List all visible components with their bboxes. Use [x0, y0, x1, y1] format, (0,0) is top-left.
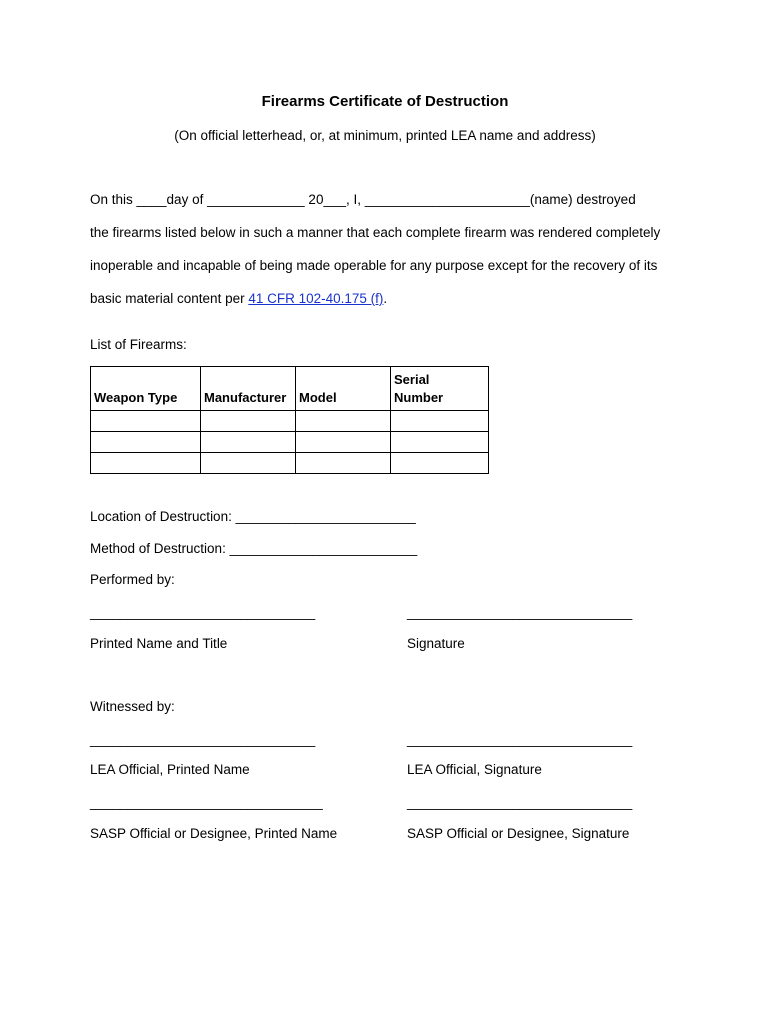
table-cell[interactable] — [201, 432, 296, 453]
header-manufacturer: Manufacturer — [201, 367, 296, 411]
table-row — [91, 432, 489, 453]
performed-name-line: ______________________________ — [90, 605, 316, 620]
sasp-signature-line: ______________________________ — [407, 795, 633, 810]
paragraph-line-2: the firearms listed below in such a manner that each complete firearm was rendered completely — [90, 225, 661, 240]
table-cell[interactable] — [391, 411, 489, 432]
sasp-signature-label: SASP Official or Designee, Signature — [407, 826, 630, 841]
cfr-link[interactable]: 41 CFR 102-40.175 (f) — [248, 291, 384, 306]
paragraph-line-4-suffix: . — [383, 291, 388, 306]
document-title: Firearms Certificate of Destruction — [261, 93, 509, 110]
lea-signature-label: LEA Official, Signature — [407, 762, 542, 777]
lea-printed-name-label: LEA Official, Printed Name — [90, 762, 250, 777]
document-subtitle: (On official letterhead, or, at minimum, printed LEA name and address) — [174, 128, 596, 143]
method-of-destruction: Method of Destruction: _________________________ — [90, 541, 418, 556]
printed-name-and-title-label: Printed Name and Title — [90, 636, 228, 651]
sasp-printed-name-label: SASP Official or Designee, Printed Name — [90, 826, 338, 841]
signature-label: Signature — [407, 636, 465, 651]
performed-by-label: Performed by: — [90, 572, 175, 587]
lea-signature-line: ______________________________ — [407, 732, 633, 747]
table-cell[interactable] — [91, 432, 201, 453]
lea-name-line: ______________________________ — [90, 732, 316, 747]
paragraph-line-3: inoperable and incapable of being made operable for any purpose except for the recovery of its — [90, 258, 658, 273]
paragraph-line-1: On this ____day of _____________ 20___, I, ______________________(name) destroyed — [90, 192, 636, 207]
sasp-name-line: _______________________________ — [90, 795, 323, 810]
performed-signature-line: ______________________________ — [407, 605, 633, 620]
header-model: Model — [296, 367, 391, 411]
firearms-table — [90, 366, 489, 474]
paragraph-line-4 — [90, 291, 387, 306]
paragraph-line-4-prefix: basic material content per — [90, 291, 249, 306]
table-header-row — [91, 367, 489, 411]
table-cell[interactable] — [91, 411, 201, 432]
witnessed-by-label: Witnessed by: — [90, 699, 175, 714]
table-row — [91, 411, 489, 432]
table-cell[interactable] — [201, 411, 296, 432]
table-cell[interactable] — [296, 432, 391, 453]
table-cell[interactable] — [201, 453, 296, 474]
location-of-destruction: Location of Destruction: ________________________ — [90, 509, 416, 524]
header-weapon-type: Weapon Type — [91, 367, 201, 411]
list-of-firearms-label: List of Firearms: — [90, 337, 187, 352]
header-serial-number: Serial Number — [391, 367, 489, 411]
table-cell[interactable] — [391, 432, 489, 453]
table-cell[interactable] — [391, 453, 489, 474]
table-cell[interactable] — [296, 411, 391, 432]
table-cell[interactable] — [91, 453, 201, 474]
table-row — [91, 453, 489, 474]
table-cell[interactable] — [296, 453, 391, 474]
